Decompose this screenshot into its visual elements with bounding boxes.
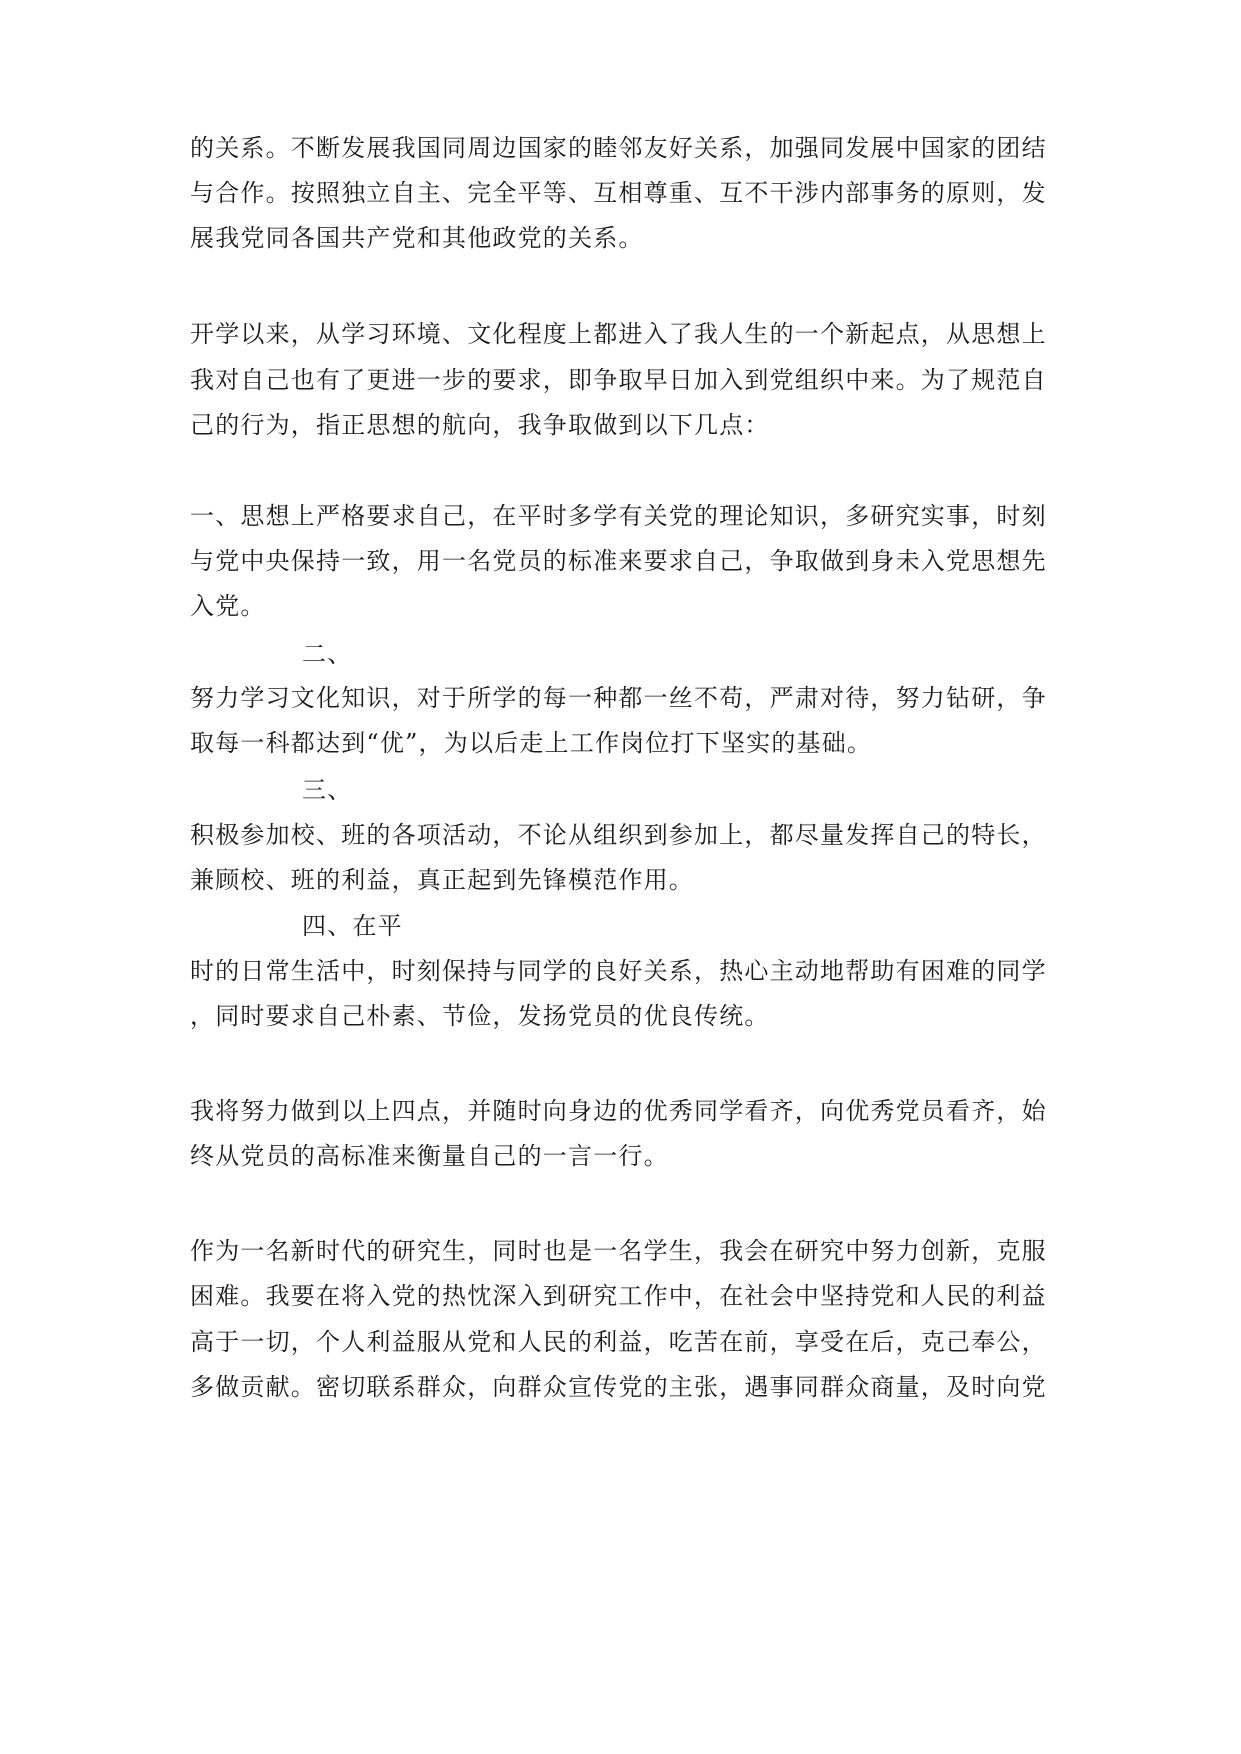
paragraph-6-line-2: 困难。我要在将入党的热忱深入到研究工作中，在社会中坚持党和人民的利益: [190, 1282, 1047, 1310]
paragraph-2-line-3: 己的行为，指正思想的航向，我争取做到以下几点：: [190, 411, 770, 439]
paragraph-2-line-2: 我对自己也有了更进一步的要求，即争取早日加入到党组织中来。为了规范自: [190, 366, 1047, 394]
item-4-line-2: ，同时要求自己朴素、节俭，发扬党员的优良传统。: [190, 1002, 770, 1030]
item-4-line-1: 时的日常生活中，时刻保持与同学的良好关系，热心主动地帮助有困难的同学: [190, 957, 1047, 985]
paragraph-1-line-3: 展我党同各国共产党和其他政党的关系。: [190, 224, 644, 252]
paragraph-6-line-4: 多做贡献。密切联系群众，向群众宣传党的主张，遇事同群众商量，及时向党: [190, 1373, 1047, 1401]
item-2-heading: 二、: [302, 640, 353, 668]
item-3-heading: 三、: [302, 776, 353, 804]
paragraph-6-line-1: 作为一名新时代的研究生，同时也是一名学生，我会在研究中努力创新，克服: [190, 1237, 1047, 1265]
item-4-heading: 四、在平: [302, 912, 403, 940]
paragraph-1-line-1: 的关系。不断发展我国同周边国家的睦邻友好关系，加强同发展中国家的团结: [190, 134, 1047, 162]
item-2-line-1: 努力学习文化知识，对于所学的每一种都一丝不苟，严肃对待，努力钻研，争: [190, 684, 1047, 712]
paragraph-2-line-1: 开学以来，从学习环境、文化程度上都进入了我人生的一个新起点，从思想上: [190, 320, 1047, 348]
paragraph-6-line-3: 高于一切，个人利益服从党和人民的利益，吃苦在前，享受在后，克己奉公，: [190, 1328, 1047, 1356]
paragraph-3-line-2: 与党中央保持一致，用一名党员的标准来要求自己，争取做到身未入党思想先: [190, 547, 1047, 575]
paragraph-3-line-1: 一、思想上严格要求自己，在平时多学有关党的理论知识，多研究实事，时刻: [190, 502, 1047, 530]
paragraph-1-line-2: 与合作。按照独立自主、完全平等、互相尊重、互不干涉内部事务的原则，发: [190, 179, 1047, 207]
item-2-line-2: 取每一科都达到“优”，为以后走上工作岗位打下坚实的基础。: [190, 729, 873, 757]
paragraph-3-line-3: 入党。: [190, 592, 266, 620]
paragraph-5-line-2: 终从党员的高标准来衡量自己的一言一行。: [190, 1142, 669, 1170]
item-3-line-2: 兼顾校、班的利益，真正起到先锋模范作用。: [190, 866, 694, 894]
item-3-line-1: 积极参加校、班的各项活动，不论从组织到参加上，都尽量发挥自己的特长，: [190, 821, 1047, 849]
paragraph-5-line-1: 我将努力做到以上四点，并随时向身边的优秀同学看齐，向优秀党员看齐，始: [190, 1097, 1047, 1125]
